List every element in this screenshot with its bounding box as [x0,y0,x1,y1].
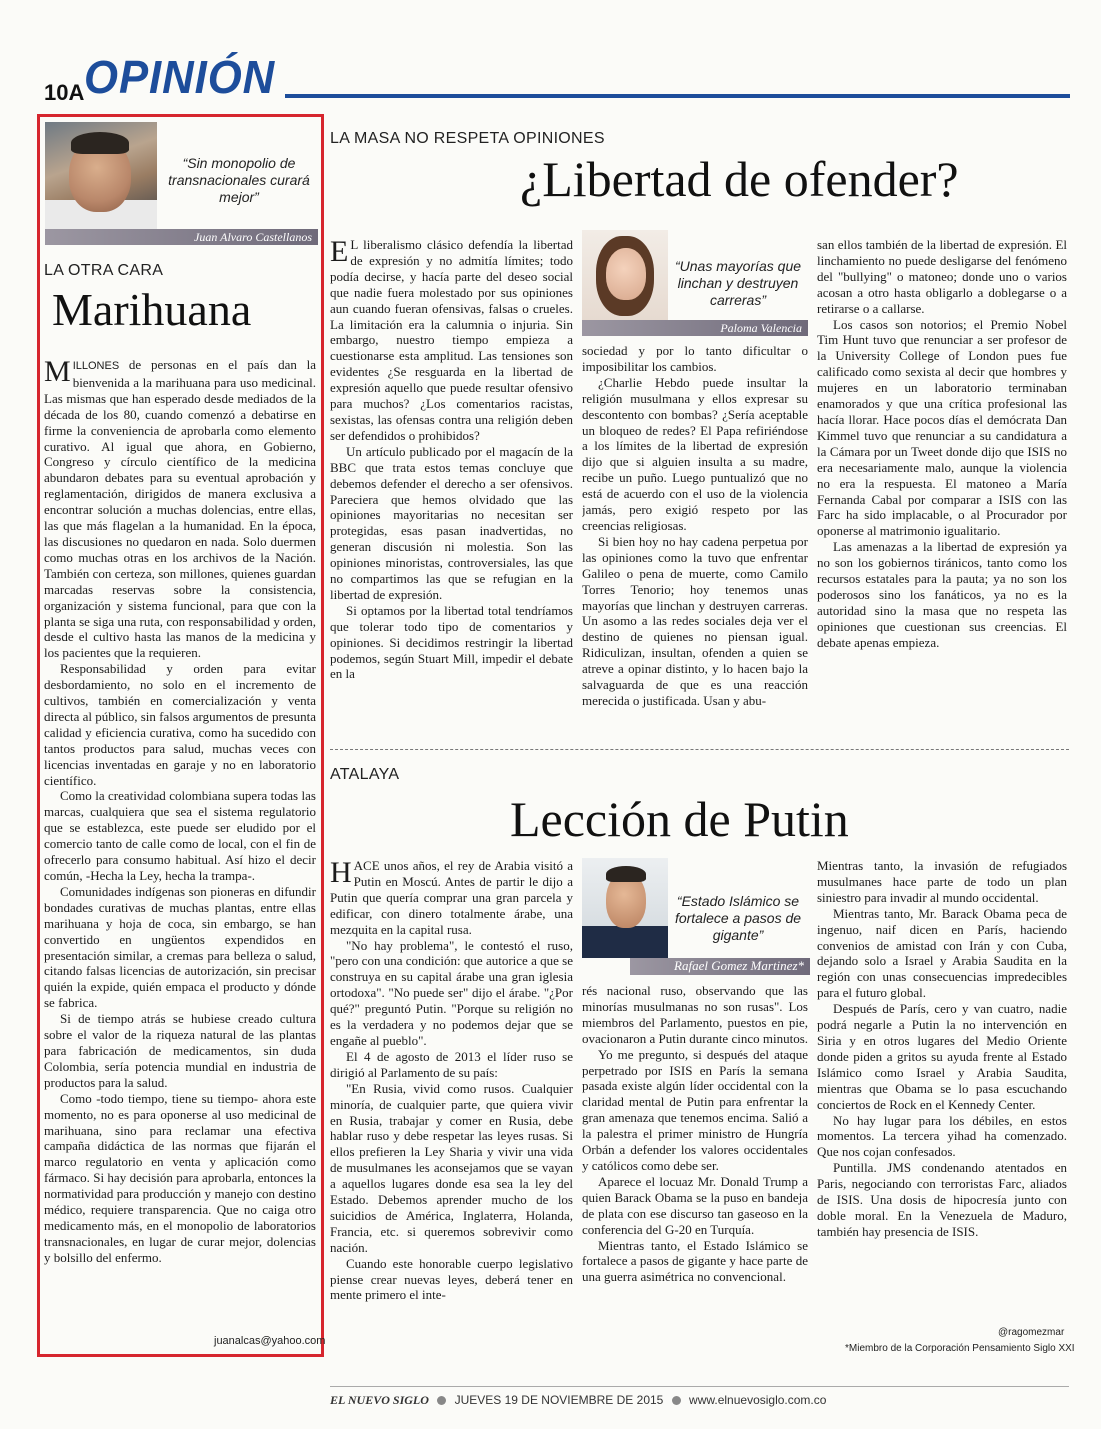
author-email: juanalcas@yahoo.com [214,1335,326,1347]
pull-quote: “Unas mayorías que linchan y destruyen carreras” [674,258,802,308]
paragraph: Responsabilidad y orden para evitar desbordamiento, no solo en el incremento de cultivos, también en comercialización y venta directa al público, sin falsos argumentos de presunta calidad y eficiencia curativa, como ha sucedido con tantos productos para salud, muchas veces con licencias inventadas en garaje y no en laboratorio científico. [44,661,316,788]
paragraph: L liberalismo clásico defendía la libertad de expresión y no admitía límites; todo podía decirse, y hacía parte del deseo social que nadie fuera molestado por sus opiniones aun cuando fueran ofensivas, falsas o crueles. La limitación era la calumnia o injuria. Sin embargo, nuestro tiempo empieza a cuestionarse esta amplitud. Las tensiones son evidentes ¿Se resguarda en la libertad de expresión aquello que puede resultar ofensivo para muchos? ¿Los comentarios racistas, sexistas, las ofensas contra una religión deben ser defendidos o prohibidos? [330,237,573,443]
author-twitter: @ragomezmar [998,1327,1065,1338]
paragraph: Los casos son notorios; el Premio Nobel Tim Hunt tuvo que renunciar a ser profesor de la University College of London pues fue calificado como sexista al decir que hombres y mujeres en un laboratorio terminaban enamorados y que una crítica profesional las hacía llorar. Hace pocos días el demócrata Dan Kimmel tuvo que renunciar a su candidatura a la Cámara por un Tweet donde dijo que ISIS no era necesariamente malo, aunque la violencia no era la respuesta. El matoneo a María Fernanda Cabal por comparar a ISIS con las Farc ha sido implacable, o al Procurador por oponerse al matrimonio igualitario. [817,316,1067,539]
section-divider [330,749,1069,750]
bullet-icon [437,1396,446,1405]
paragraph: "En Rusia, vivid como rusos. Cualquier minoría, de cualquier parte, que quiera vivir en Rusia, trabajar y comer en Rusia, debe hablar ruso y debe respetar las leyes rusas. Si ellos prefieren la Ley Sharia y vivir una vida de musulmanes les aconsejamos que se vayan a aquellos lugares donde esa sea la ley del Estado. Debemos aprender mucho de los suicidios de América, Inglaterra, Holanda, Francia, etc. si queremos sobrevivir como nación. [330,1080,573,1255]
paragraph: Si bien hoy no hay cadena perpetua por las opiniones como la tuvo que enfrentar Galileo o pena de muerte, como Camilo Torres Tenorio; hoy tenemos unas mayorías que linchan y destruyen carreras. Un asomo a las redes sociales deja ver el destino de quienes no piensan igual. Ridiculizan, insultan, ofenden a quien se atreve a opinar distinto, y lo hacen bajo la salvaguarda de que es una reacción merecida o justificada. Usan y abu- [582,533,808,708]
paragraph: ¿Charlie Hebdo puede insultar la religión musulmana y ellos expresar su descontento con bombas? ¿Sería aceptable un bloqueo de redes? El Papa refiriéndose a los límites de la libertad de expresión dijo que si alguien insulta a su madre, recibe un puño. Luego puntualizó que no está de acuerdo con el uso de la violencia jamás, pero exigió respeto por las creencias religiosas. [582,374,808,533]
paragraph: Si de tiempo atrás se hubiese creado cultura sobre el valor de la riqueza natural de las plantas para fabricación de medicamentos, sin duda Colombia, sería potencia mundial en industria de productos para la salud. [44,1011,316,1090]
author-byline: Juan Alvaro Castellanos [45,229,318,245]
article-body-col3 [817,237,1067,745]
article-body-col3 [817,858,1067,1318]
paragraph: Un artículo publicado por el magacín de la BBC que trata estos temas concluye que debemos defender el derecho a ser ofensivos. Pareciera que hemos olvidado que las opiniones mayoritarias no necesitan ser protegidas, esas pasan inadvertidas, no generan discusión ni molestia. Son las opiniones minoristas, controversiales, las que no compartimos las que se refugian en la libertad de expresión. [330,443,573,602]
article-body-col1 [330,858,573,1358]
article-body-col2 [582,343,808,745]
article-body-col1 [330,237,573,743]
paragraph: Yo me pregunto, si después del ataque perpetrado por ISIS en París la semana pasada existe algún líder occidental con la claridad mental de Putin para enfrentar la gran amenaza que tenemos encima. Salió a la palestra el primer ministro de Hungría Orbán a defender los valores occidentales y católicos como debe ser. [582,1046,808,1173]
article-title: Lección de Putin [510,791,849,847]
author-photo-castellanos [45,122,157,230]
dropcap: H [330,858,352,889]
paragraph: ACE unos años, el rey de Arabia visitó a Putin en Moscú. Antes de partir le dijo a Putin que quería comprar una gran parcela y edificar, con dinero totalmente árabe, una mezquita en la capital rusa. [330,858,573,937]
page-header [40,50,1070,106]
paragraph: Aparece el locuaz Mr. Donald Trump a quien Barack Obama se la puso en bandeja de plata con ese discurso tan gaseoso en la conferencia del G-20 en Turquía. [582,1173,808,1237]
paragraph: Puntilla. JMS condenando atentados en Paris, negociando con terroristas Farc, aliados de ISIS. Una dosis de hipocresía junto con doble moral. En la Venezuela de Maduro, también hay presencia de ISIS. [817,1160,1067,1239]
author-byline: Paloma Valencia [582,320,808,336]
article-kicker: LA OTRA CARA [44,262,164,279]
paragraph: rés nacional ruso, observando que las minorías musulmanas no son rusas". Los miembros del Parlamento, puestos en pie, ovacionaron a Putin durante cinco minutos. [582,983,808,1046]
article-body-col2 [582,983,808,1358]
publication-date: JUEVES 19 DE NOVIEMBRE DE 2015 [454,1393,664,1407]
paragraph: Cuando este honorable cuerpo legislativo piense crear nuevas leyes, deberá tener en mente primero el inte- [330,1255,573,1303]
paragraph: Mientras tanto, la invasión de refugiados musulmanes hace parte de todo un plan siniestro para invadir al mundo occidental. [817,858,1067,905]
newspaper-brand: EL NUEVO SIGLO [330,1393,429,1407]
header-rule [285,94,1070,98]
article-kicker: LA MASA NO RESPETA OPINIONES [330,130,605,147]
page-footer [330,1393,826,1408]
author-photo-valencia [582,230,668,322]
author-byline: Rafael Gomez Martinez* [630,958,810,975]
paragraph: Comunidades indígenas son pioneras en difundir bondades curativas de muchas plantas, entre ellas marihuana y hoja de coca, sin embargo, se han convertido en ungüentos expendidos en presentación similar, a cremas para belleza o salud, citando falsas licencias de autorización, sin precisar quién la expide, quién empaca el producto y dónde se fabrica. [44,883,316,1011]
paragraph: sociedad y por lo tanto dificultar o imposibilitar los cambios. [582,343,808,374]
dropcap: M [44,357,71,388]
pull-quote: “Estado Islámico se fortalece a pasos de gigante” [674,893,802,943]
paragraph: No hay lugar para los débiles, en estos momentos. La tercera yihad ha comenzado. Que nos cojan confesados. [817,1112,1067,1160]
website-link[interactable]: www.elnuevosiglo.com.co [689,1393,827,1407]
section-title: OPINIÓN [84,51,276,103]
paragraph: de personas en el país dan la bienvenida a la marihuana para uso medicinal. Las mismas que han esperado desde mediados de la década de los 80, cuando comenzó a debatirse en firme la conveniencia de aprobarla como elemento curativo. Al igual que ahora, en Gobierno, Congreso y círculo científico de la medicina abundaron debates para su eventual aprobación y reglamentación, dirigidos de manera exclusiva a encontrar solución a muchas dolencias, entre ellas, las que más flagelan a la humanidad. En la época, las discusiones no quedaron en nada. Solo duermen como muchas otras en los archivos de la Nación. También con certeza, son millones, quienes guardan marcadas reservas sobre la consistencia, organización y sistema funcional, para que con la planta se siga una ruta, con responsabilidad y orden, desde el cultivo hasta las manos de la medicina y los pacientes que la requieren. [44,357,316,661]
page-number: 10A [44,80,85,105]
bullet-icon [672,1396,681,1405]
paragraph: san ellos también de la libertad de expresión. El linchamiento no puede desligarse del fenómeno del "bullying" o matoneo; donde uno o varios acosan a otro hasta obligarlo a doblegarse o a retirarse o a callarse. [817,237,1067,316]
article-kicker: ATALAYA [330,766,400,783]
footer-rule [330,1386,1069,1387]
paragraph: Mientras tanto, el Estado Islámico se fortalece a pasos de gigante y hace parte de una guerra asimétrica no convencional. [582,1237,808,1285]
paragraph: Como -todo tiempo, tiene su tiempo- ahora este momento, no es para oponerse al uso medicinal de marihuana, sino para reclamar una efectiva campaña didáctica de las normas que fijarán el marco regulatorio en venta y aplicación como fármaco. Si hay decisión para aprobarla, entonces la normatividad para producción y manejo con destino médico, requiere transparencia. Que no caiga otro medicamento más, en el monopolio de laboratorios transnacionales, en lugar de curar mejor, dolencias y bolsillo del enfermo. [44,1090,316,1265]
paragraph: Las amenazas a la libertad de expresión ya no son los gobiernos tiránicos, tanto como los recursos estatales para la pauta; ya no son los poderosos sino los fanáticos, ya no es la autoridad sino la masa que no respeta las opiniones que cuestionan sus creencias. El debate apenas empieza. [817,539,1067,650]
paragraph: El 4 de agosto de 2013 el líder ruso se dirigió al Parlamento de su país: [330,1048,573,1080]
author-photo-gomez [582,858,668,958]
article-title: Marihuana [52,284,252,335]
pull-quote: “Sin monopolio de transnacionales curará mejor” [168,155,310,205]
paragraph: Si optamos por la libertad total tendríamos que tolerar todo tipo de comentarios y opiniones. Si decidimos restringir la libertad podemos, según Stuart Mill, impedir el debate en la [330,602,573,682]
paragraph: Después de París, cero y van cuatro, nadie podrá negarle a Putin la no intervención en Siria y en otros lugares del Medio Oriente donde piden a gritos su ayuda frente al Estado Islámico como Israel y Arabia Saudita, mientras que Obama se lo pasa escuchando conciertos de Rock en el Kennedy Center. [817,1001,1067,1112]
paragraph: Mientras tanto, Mr. Barack Obama peca de ingenuo, naif dicen en París, haciendo convenios de amistad con Irán y con Cuba, dejando solo a Israel y Arabia Saudita en la región con unas consecuencias impredecibles para el futuro global. [817,905,1067,1001]
dropcap: E [330,237,349,268]
paragraph: "No hay problema", le contestó el ruso, "pero con una condición: que autorice a que se construya en su capital árabe una gran iglesia ortodoxa". "No puede ser" dijo el árabe. "¿Por qué?" preguntó Putin. "Porque su religión no es la verdadera y no podemos dejar que se engañe al pueblo". [330,937,573,1048]
article-title: ¿Libertad de ofender? [520,151,959,207]
article-body: MILLONES de personas en el país dan la bienvenida a la marihuana para uso medicinal. Las mismas que han esperado desde mediados de la década de los 80, cuando comenzó a debatirse en firme la conveniencia de aprobarla como elemento curativo. Al igual que ahora, en Gobierno, Congreso y círculo científico de la medicina abundaron debates para su eventual aprobación y reglamentación, dirigidos de manera exclusiva a encontrar solución a muchas dolencias, entre ellas, las que más flagelan a la humanidad. En la época, las discusiones no quedaron en nada. Solo duermen como muchas otras en los archivos de la Nación. También con certeza, son millones, quienes guardan marcadas reservas sobre la consistencia, organización y sistema funcional, para que con la planta se siga una ruta, con responsabilidad y orden, desde el cultivo hasta las manos de la medicina y los pacientes que la requieren. Responsabilidad y orden para evitar desbordamiento, no solo en el incremento de cultivos, también en comercialización y venta directa al público, sin falsos argumentos de presunta calidad y eficiencia curativa, como ha sucedido con tantos productos para salud, muchas veces con licencias inventadas en garaje y no en laboratorio científico. Como la creatividad colombiana supera todas las marcas, cualquiera que sea el sistema regulatorio que se establezca, este puede ser eludido por el comercio tanto de calle como de local, con el fin de ofrecerlo para consumo habitual. Así hizo el decir común, -Hecha la Ley, hecha la trampa-. Comunidades indígenas son pioneras en difundir bondades curativas de muchas plantas, entre ellas marihuana y hoja de coca, sin embargo, se han convertido en ungüentos expendidos en presentación similar, a cremas para belleza o salud, citando falsas licencias de autorización, sin precisar quién la expide, quién empaca el producto y dónde se fabrica. Si de tiempo atrás se hubiese creado cultura sobre el valor de la riqueza natural de las plantas para fabricación de medicamentos, sin duda Colombia, sería potencia mundial en industria de productos para la salud. Como -todo tiempo, tiene su tiempo- ahora este momento, no es para oponerse al uso medicinal de marihuana, sino para reclamar una efectiva campaña didáctica de las normas que fijarán el marco regulatorio en venta y aplicación como fármaco. Si hay decisión para aprobarla, entonces la normatividad para producción y manejo con destino médico, requiere transparencia. Que no caiga otro medicamento más, en el monopolio de laboratorios transnacionales, en lugar de curar mejor, dolencias y bolsillo del enfermo. [44,357,316,1265]
author-credit: *Miembro de la Corporación Pensamiento Siglo XXI [845,1343,1075,1354]
paragraph: Como la creatividad colombiana supera todas las marcas, cualquiera que sea el sistema regulatorio que se establezca, este puede ser eludido por el comercio tanto de calle como de local, con el fin de ofrecerlo para consumo habitual. Así hizo el decir común, -Hecha la Ley, hecha la trampa-. [44,788,316,883]
